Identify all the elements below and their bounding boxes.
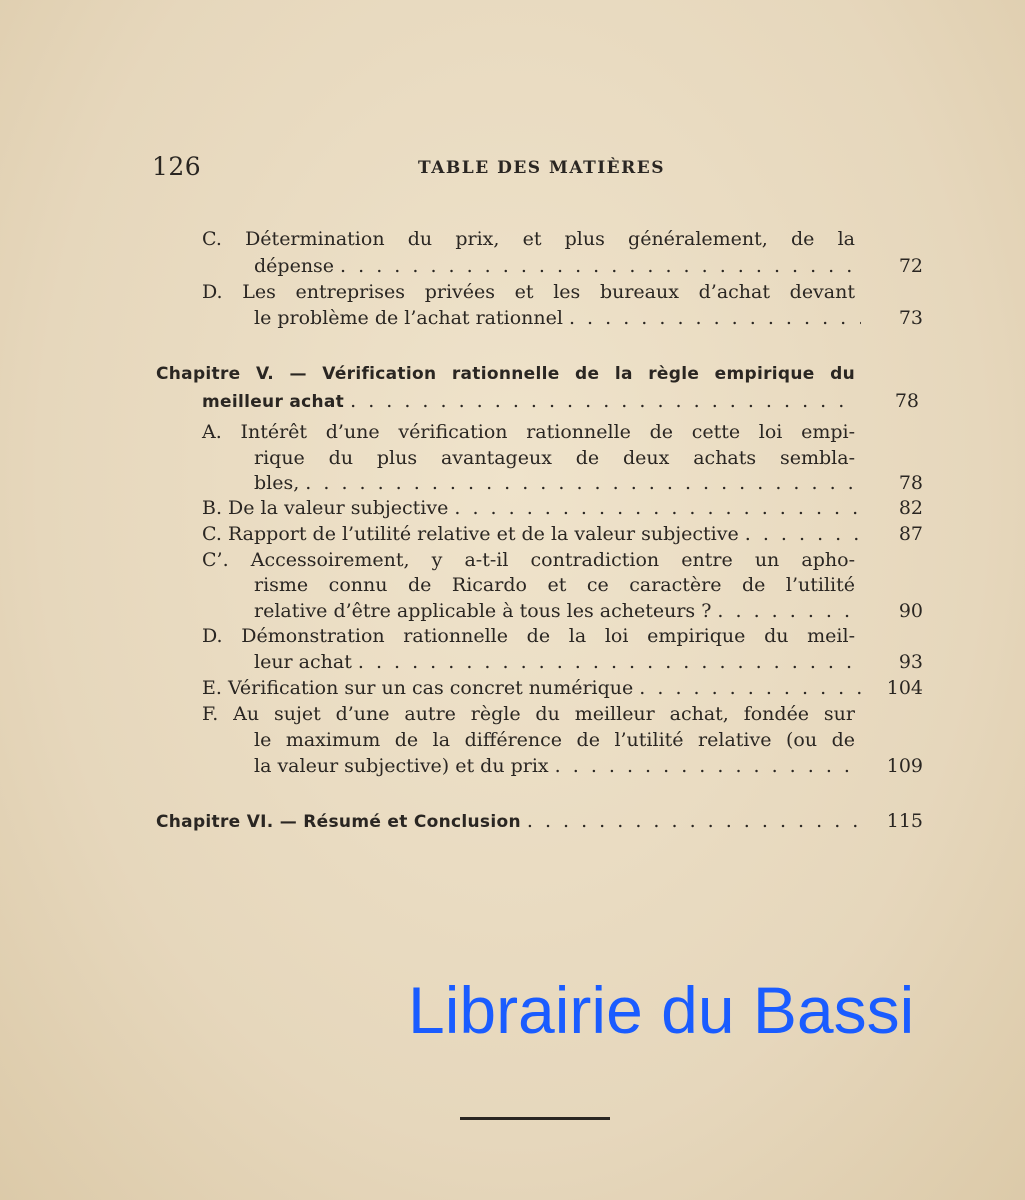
page-ref: 78 [898,472,923,494]
page-ref: 87 [898,523,923,545]
page-number: 126 [152,152,202,181]
dot-leader [527,808,861,834]
page-ref: 93 [898,651,923,673]
dot-leader [639,675,861,701]
running-title: TABLE DES MATIÈRES [418,158,666,178]
toc-entry-d-line1: D. Les entreprises privées et les bureaux d’achat devant [202,281,855,303]
chapter-5-title-line2: meilleur achat [202,392,345,412]
toc-entry-e-line1: E. Vérification sur un cas concret numérique [202,677,634,699]
end-rule [460,1117,610,1120]
toc-entry-d-line2: le problème de l’achat rationnel [254,307,563,329]
page-ref: 72 [898,255,923,277]
toc-entry-b-line1: B. De la valeur subjective [202,497,449,519]
toc-entry-chapter-6 [156,808,923,834]
dot-leader [340,253,861,279]
dot-leader [350,388,849,414]
dot-leader [305,470,861,496]
dot-leader [454,495,861,521]
toc-entry-a-line2: rique du plus avantageux de deux achats sembla- [254,447,855,469]
page-ref: 82 [898,497,923,519]
toc-entry-d [254,305,923,331]
toc-entry-cprime-line1: C’. Accessoirement, y a-t-il contradiction entre un apho- [202,549,855,571]
page-ref: 78 [894,390,919,412]
dot-leader [555,753,861,779]
page-ref: 90 [898,600,923,622]
chapter-5-title-line1: Chapitre V. — Vérification rationnelle de la règle empirique du [156,364,855,384]
dot-leader [358,649,861,675]
toc-entry-c [254,253,923,279]
dot-leader [717,598,861,624]
toc-entry-a-line3: bles, [254,472,300,494]
dot-leader [569,305,861,331]
toc-entry-c-line1: C. Détermination du prix, et plus généralement, de la [202,228,855,250]
toc-entry-d2 [254,649,923,675]
toc-entry-c2-line1: C. Rapport de l’utilité relative et de la valeur subjective [202,523,739,545]
page-ref: 73 [898,307,923,329]
toc-entry-f-line2: le maximum de la différence de l’utilité relative (ou de [254,729,855,751]
toc-entry-f [254,753,923,779]
toc-entry-f-line3: la valeur subjective) et du prix [254,755,549,777]
watermark: Librairie du Bassi [408,973,915,1047]
toc-entry-d2-line2: leur achat [254,651,352,673]
toc-entry-e [202,675,923,701]
chapter-6-title: Chapitre VI. — Résumé et Conclusion [156,812,521,832]
page-ref: 104 [886,677,923,699]
toc-entry-f-line1: F. Au sujet d’une autre règle du meilleur achat, fondée sur [202,703,855,725]
dot-leader [745,521,861,547]
page-ref: 115 [886,810,923,832]
toc-entry-c2 [202,521,923,547]
toc-entry-chapter-5 [202,388,919,414]
toc-entry-cprime-line3: relative d’être applicable à tous les acheteurs ? [254,600,712,622]
toc-entry-cprime [254,598,923,624]
toc-entry-cprime-line2: risme connu de Ricardo et ce caractère de l’utilité [254,574,855,596]
page-ref: 109 [886,755,923,777]
toc-entry-a [254,470,923,496]
toc-entry-c-line2: dépense [254,255,335,277]
toc-entry-b [202,495,923,521]
toc-entry-d2-line1: D. Démonstration rationnelle de la loi empirique du meil- [202,625,855,647]
toc-entry-a-line1: A. Intérêt d’une vérification rationnelle de cette loi empi- [202,421,855,443]
